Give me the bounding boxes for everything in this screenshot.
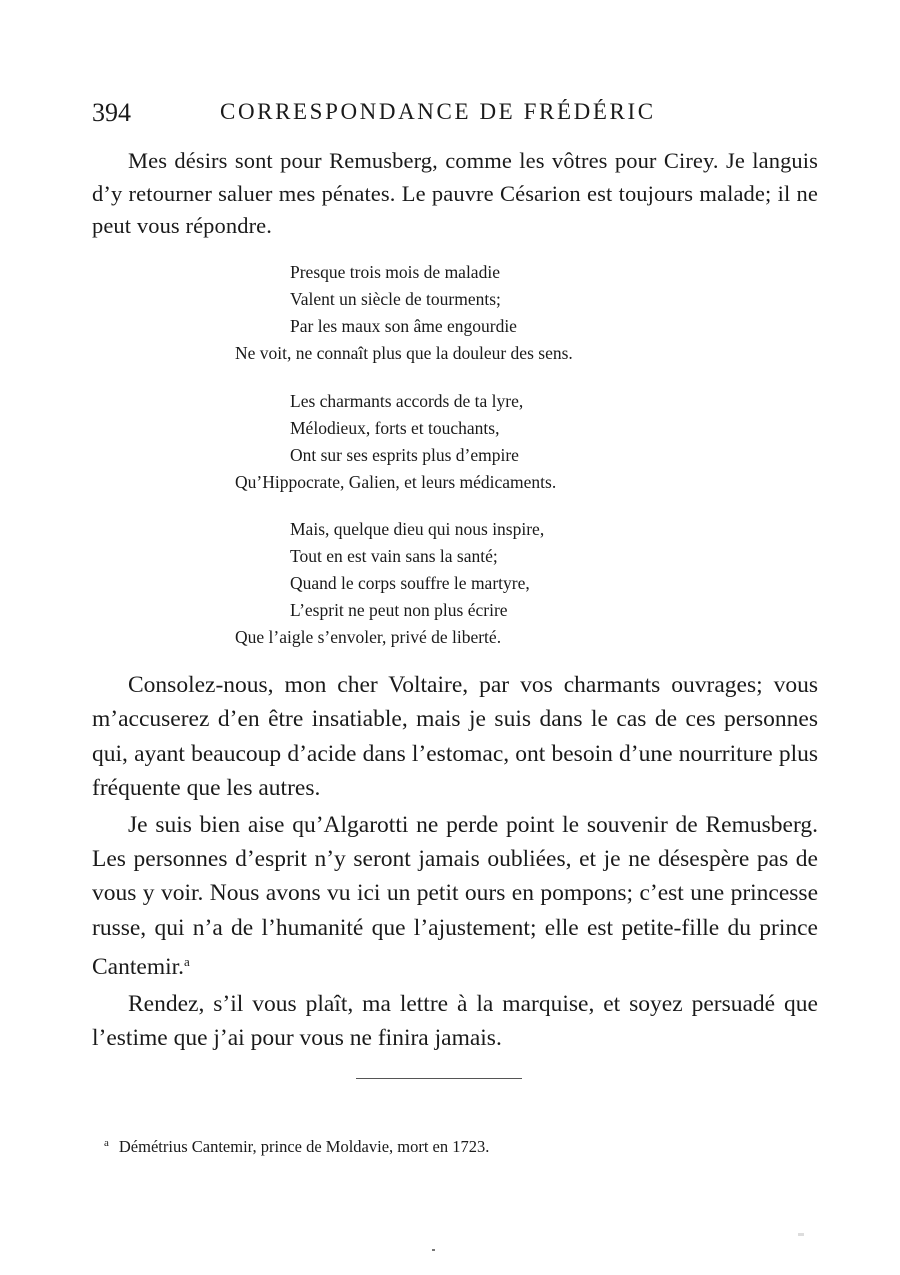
body-text	[92, 668, 818, 1057]
running-head	[92, 98, 812, 130]
footnote-reference: a	[184, 954, 190, 970]
verse-line: Par les maux son âme engourdie	[290, 316, 517, 336]
verse-line: Que l’aigle s’envoler, privé de liberté.	[235, 627, 502, 647]
footnote-separator	[356, 1078, 522, 1079]
page-number: 394	[92, 98, 131, 127]
footnote-text: Démétrius Cantemir, prince de Moldavie, mort en 1723.	[118, 1137, 490, 1156]
footnote-mark: a	[104, 1137, 109, 1149]
verse-line: Tout en est vain sans la santé;	[290, 546, 498, 566]
paper-speck	[432, 1249, 435, 1251]
verse-line: Les charmants accords de ta lyre,	[290, 391, 524, 411]
verse-line: Mais, quelque dieu qui nous inspire,	[290, 519, 545, 539]
verse-line: Presque trois mois de maladie	[290, 262, 500, 282]
intro-paragraph-block	[92, 145, 818, 243]
running-title: CORRESPONDANCE DE FRÉDÉRIC	[220, 99, 656, 124]
verse-line: Ont sur ses esprits plus d’empire	[290, 445, 519, 465]
paragraph	[92, 808, 818, 985]
verse-line: Quand le corps souffre le martyre,	[290, 573, 530, 593]
verse-line: Valent un siècle de tourments;	[290, 289, 501, 309]
paper-speck	[798, 1233, 804, 1236]
paragraph: Rendez, s’il vous plaît, ma lettre à la marquise, et soyez persuadé que l’estime que j’ai pour vous ne finira jamais.	[92, 990, 818, 1052]
verse-line: Ne voit, ne connaît plus que la douleur des sens.	[235, 343, 573, 363]
footnote	[104, 1137, 489, 1157]
paragraph-text: Je suis bien aise qu’Algarotti ne perde point le souvenir de Remusberg. Les personnes d’esprit n’y seront jamais oubliées, et je ne désespère pas de vous y voir. Nous avons vu ici un petit ours en pompons; c’est une princesse russe, qui n’a de l’humanité que l’ajustement; elle est petite-fille du prince Cantemir.	[92, 811, 818, 981]
verse-line: Qu’Hippocrate, Galien, et leurs médicaments.	[235, 472, 557, 492]
intro-paragraph: Mes désirs sont pour Remusberg, comme les vôtres pour Cirey. Je languis d’y retourner saluer mes pénates. Le pauvre Césarion est toujours malade; il ne peut vous répondre.	[92, 148, 818, 238]
verse-line: L’esprit ne peut non plus écrire	[290, 600, 508, 620]
verse-line: Mélodieux, forts et touchants,	[290, 418, 500, 438]
paragraph: Consolez-nous, mon cher Voltaire, par vos charmants ouvrages; vous m’accuserez d’en être insatiable, mais je suis dans le cas de ces personnes qui, ayant beaucoup d’acide dans l’estomac, ont besoin d’une nourriture plus fréquente que les autres.	[92, 672, 818, 802]
